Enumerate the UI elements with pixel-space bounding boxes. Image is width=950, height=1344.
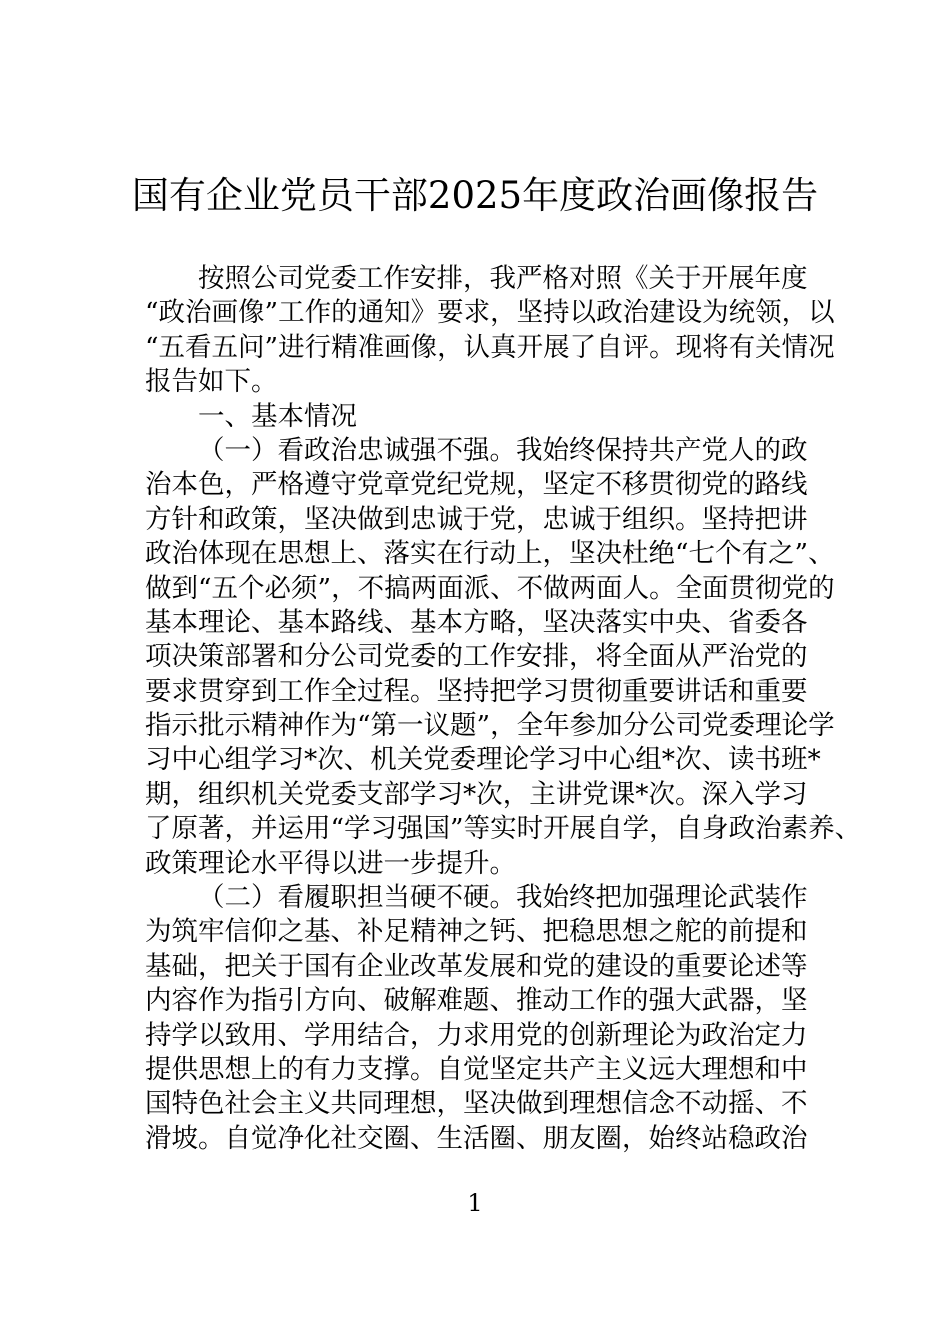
body-line: （二）看履职担当硬不硬。我始终把加强理论武装作 [198, 882, 808, 914]
body-line: 滑坡。自觉净化社交圈、生活圈、朋友圈，始终站稳政治 [145, 1122, 808, 1154]
body-line: 指示批示精神作为“第一议题”，全年参加分公司党委理论学 [145, 710, 835, 742]
body-line: 习中心组学习*次、机关党委理论学习中心组*次、读书班* [145, 744, 821, 776]
body-line: 提供思想上的有力支撑。自觉坚定共产主义远大理想和中 [145, 1053, 808, 1085]
body-line: 政治体现在思想上、落实在行动上，坚决杜绝“七个有之”、 [145, 538, 835, 570]
body-line: “政治画像”工作的通知》要求，坚持以政治建设为统领，以 [145, 297, 835, 329]
body-line: 内容作为指引方向、破解难题、推动工作的强大武器，坚 [145, 985, 808, 1017]
body-line: 期，组织机关党委支部学习*次，主讲党课*次。深入学习 [145, 778, 808, 810]
body-line: 基本理论、基本路线、基本方略，坚决落实中央、省委各 [145, 606, 808, 638]
section-heading: 一、基本情况 [198, 400, 357, 432]
body-line: 报告如下。 [145, 366, 278, 398]
body-line: 项决策部署和分公司党委的工作安排，将全面从严治党的 [145, 641, 808, 673]
body-line: 治本色，严格遵守党章党纪党规，坚定不移贯彻党的路线 [145, 469, 808, 501]
page-number: 1 [467, 1189, 483, 1217]
body-line: 为筑牢信仰之基、补足精神之钙、把稳思想之舵的前提和 [145, 916, 808, 948]
body-line: 了原著，并运用“学习强国”等实时开展自学，自身政治素养、 [145, 813, 862, 845]
body-line: 做到“五个必须”，不搞两面派、不做两面人。全面贯彻党的 [145, 572, 835, 604]
body-line: 政策理论水平得以进一步提升。 [145, 847, 516, 879]
body-line: 方针和政策，坚决做到忠诚于党，忠诚于组织。坚持把讲 [145, 503, 808, 535]
body-line: 持学以致用、学用结合，力求用党的创新理论为政治定力 [145, 1019, 808, 1051]
body-line: 按照公司党委工作安排，我严格对照《关于开展年度 [198, 263, 808, 294]
body-line: “五看五问”进行精准画像，认真开展了自评。现将有关情况 [145, 331, 835, 363]
body-line: （一）看政治忠诚强不强。我始终保持共产党人的政 [198, 434, 808, 466]
body-line: 要求贯穿到工作全过程。坚持把学习贯彻重要讲话和重要 [145, 675, 808, 707]
body-line: 国特色社会主义共同理想，坚决做到理想信念不动摇、不 [145, 1088, 808, 1120]
body-line: 基础，把关于国有企业改革发展和党的建设的重要论述等 [145, 950, 808, 982]
document-body [145, 262, 862, 1156]
document-title: 国有企业党员干部2025年度政治画像报告 [131, 174, 819, 217]
